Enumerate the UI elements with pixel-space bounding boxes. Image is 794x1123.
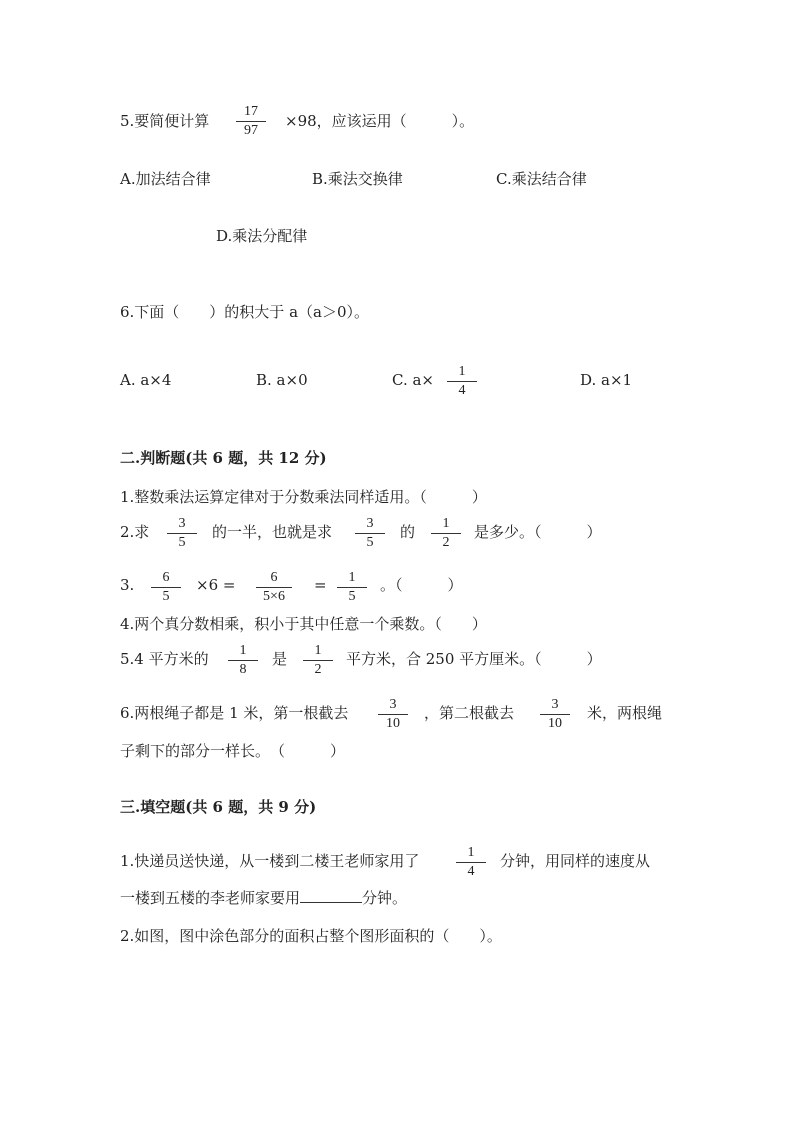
- choice-q5-option-c[interactable]: C.乘法结合律: [496, 170, 587, 188]
- fraction-denominator: 8: [239, 662, 247, 677]
- judge-q4: 4.两个真分数相乘，积小于其中任意一个乘数。（ ）: [120, 615, 487, 633]
- fraction-denominator: 5: [366, 535, 374, 550]
- fraction-numerator: 1: [431, 516, 461, 534]
- fraction-numerator: 3: [540, 697, 570, 715]
- fraction-1-2: [431, 516, 461, 551]
- fraction-denominator: 10: [386, 716, 400, 731]
- judge-q2-part1: 2.求: [120, 523, 150, 541]
- choice-q5-prefix: 5.要简便计算: [120, 112, 210, 130]
- fill-q1-part2: 分钟，用同样的速度从: [500, 852, 651, 870]
- judge-q5-part3: 平方米，合 250 平方厘米。（ ）: [346, 650, 602, 668]
- fraction-numerator: 6: [256, 570, 292, 588]
- judge-q6-line2: 子剩下的部分一样长。 （ ）: [120, 742, 346, 760]
- choice-q6-option-d[interactable]: D. a×1: [580, 371, 633, 389]
- fraction-denominator: 5: [178, 535, 186, 550]
- fraction-3-5: [167, 516, 197, 551]
- fraction-numerator: 1: [303, 643, 333, 661]
- fraction-numerator: 1: [447, 364, 477, 382]
- judge-q3-part1: 3.: [120, 576, 135, 594]
- fraction-numerator: 6: [151, 570, 181, 588]
- fraction-numerator: 1: [337, 570, 367, 588]
- choice-q6-option-a[interactable]: A. a×4: [120, 371, 172, 389]
- choice-q6-text: 6.下面（ ）的积大于 a（a＞0）。: [120, 303, 370, 321]
- fraction-17-97: [236, 104, 266, 139]
- judge-q3-part2: ×6 =: [196, 576, 236, 594]
- section-heading-judge: 二.判断题(共 6 题，共 12 分): [120, 449, 327, 467]
- judge-q6-part1: 6.两根绳子都是 1 米，第一根截去: [120, 704, 349, 722]
- judge-q6-part2: ，第二根截去: [424, 704, 515, 722]
- fraction-numerator: 3: [167, 516, 197, 534]
- fraction-6-5: [151, 570, 181, 605]
- fraction-denominator: 5: [162, 589, 170, 604]
- fraction-denominator: 5: [348, 589, 356, 604]
- fraction-denominator: 2: [314, 662, 322, 677]
- fraction-numerator: 1: [228, 643, 258, 661]
- fraction-6-5x6: [256, 570, 292, 605]
- fill-q1-line2: [120, 888, 407, 908]
- fraction-1-4: [447, 364, 477, 399]
- choice-q5-option-a[interactable]: A.加法结合律: [120, 170, 211, 188]
- fraction-numerator: 3: [378, 697, 408, 715]
- fill-q1-line2-text: 一楼到五楼的李老师家要用: [120, 889, 301, 907]
- fill-q1-part1: 1.快递员送快递，从一楼到二楼王老师家用了: [120, 852, 420, 870]
- fraction-3-10: [378, 697, 408, 732]
- judge-q5-part2: 是: [272, 650, 288, 668]
- fraction-numerator: 17: [236, 104, 266, 122]
- fraction-3-5: [355, 516, 385, 551]
- judge-q6-part3: 米，两根绳: [587, 704, 663, 722]
- choice-q6-option-b[interactable]: B. a×0: [256, 371, 308, 389]
- fraction-numerator: 3: [355, 516, 385, 534]
- judge-q3-part3: =: [314, 576, 327, 594]
- fill-q2: 2.如图，图中涂色部分的面积占整个图形面积的（ ）。: [120, 927, 502, 945]
- judge-q2-part2: 的一半，也就是求: [212, 523, 333, 541]
- judge-q1: 1.整数乘法运算定律对于分数乘法同样适用。（ ）: [120, 488, 487, 506]
- choice-q5-option-d[interactable]: D.乘法分配律: [216, 227, 308, 245]
- judge-q5-part1: 5.4 平方米的: [120, 650, 209, 668]
- judge-q3-part4: 。（ ）: [380, 576, 463, 594]
- fraction-1-8: [228, 643, 258, 678]
- fraction-1-2: [303, 643, 333, 678]
- fraction-numerator: 1: [456, 845, 486, 863]
- judge-q2-part3: 的: [400, 523, 416, 541]
- answer-blank[interactable]: [300, 888, 362, 903]
- fraction-denominator: 5×6: [263, 589, 285, 604]
- fraction-3-10: [540, 697, 570, 732]
- fraction-1-4: [456, 845, 486, 880]
- choice-q6-option-c[interactable]: C. a×: [392, 371, 434, 389]
- fraction-denominator: 4: [458, 383, 466, 398]
- section-heading-fill: 三.填空题(共 6 题，共 9 分): [120, 798, 317, 816]
- choice-q5-option-b[interactable]: B.乘法交换律: [312, 170, 403, 188]
- fraction-denominator: 4: [467, 864, 475, 879]
- choice-q5-suffix: ×98，应该运用（ ）。: [285, 112, 475, 130]
- fill-q1-line2-unit: 分钟。: [362, 889, 408, 907]
- judge-q2-part4: 是多少。（ ）: [474, 523, 602, 541]
- fraction-1-5: [337, 570, 367, 605]
- fraction-denominator: 10: [548, 716, 562, 731]
- fraction-denominator: 2: [442, 535, 450, 550]
- fraction-denominator: 97: [244, 123, 258, 138]
